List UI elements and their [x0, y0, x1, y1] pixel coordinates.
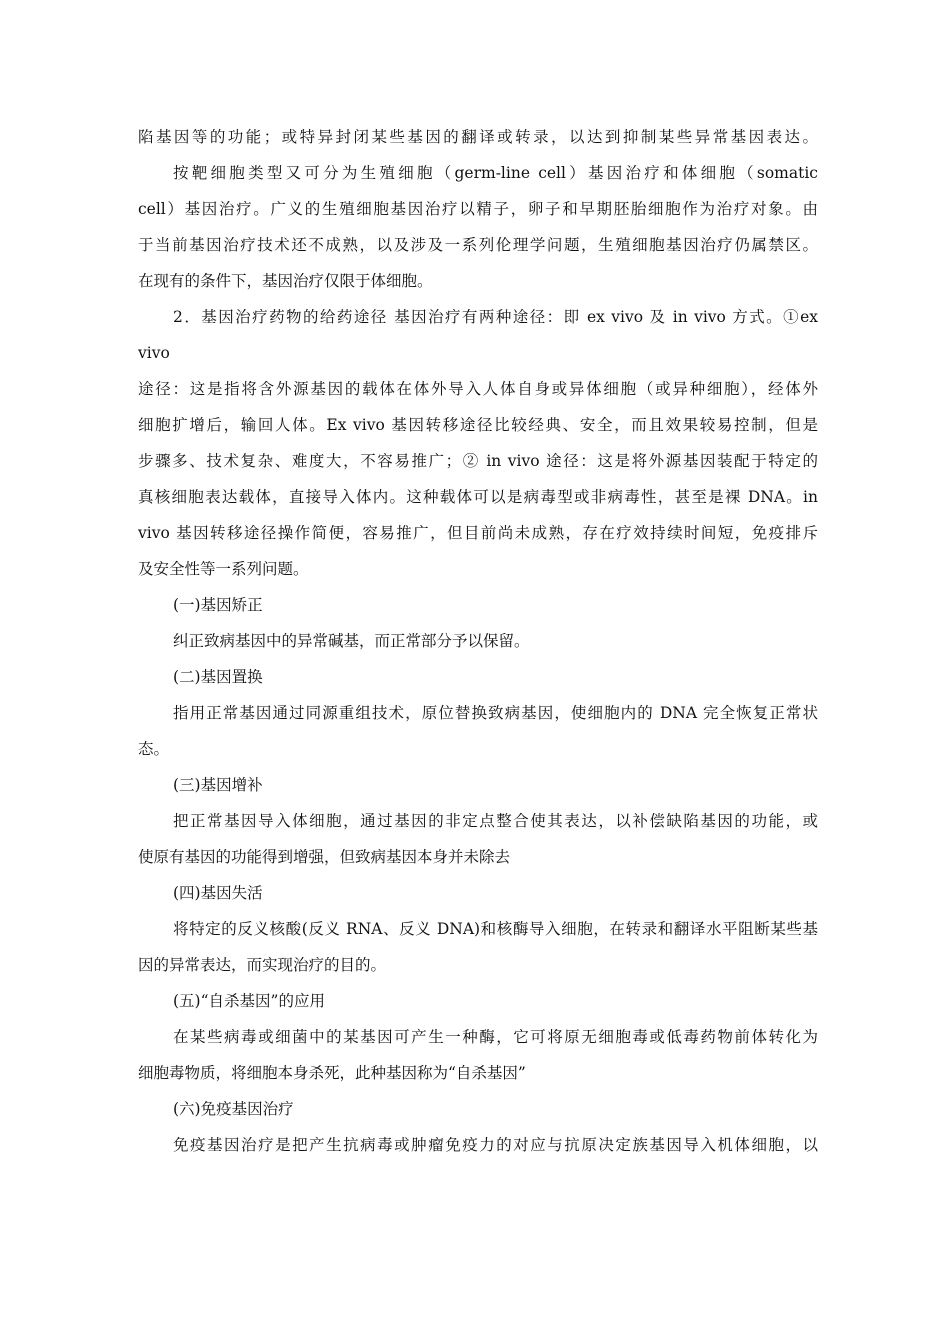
- paragraph-line: 2．基因治疗药物的给药途径 基因治疗有两种途径：即 ex vivo 及 in vivo 方式。①ex: [173, 308, 818, 326]
- paragraph-line: 于当前基因治疗技术还不成熟，以及涉及一系列伦理学问题，生殖细胞基因治疗仍属禁区。: [138, 236, 818, 254]
- paragraph-line: 细胞扩增后，输回人体。Ex vivo 基因转移途径比较经典、安全，而且效果较易控制，但是: [138, 416, 818, 434]
- paragraph-line: 途径：这是指将含外源基因的载体在体外导入人体自身或异体细胞（或异种细胞），经体外: [138, 380, 818, 398]
- section-heading: (六)免疫基因治疗: [173, 1100, 294, 1118]
- paragraph-line: 因的异常表达，而实现治疗的目的。: [138, 956, 387, 974]
- paragraph-line: 将特定的反义核酸(反义 RNA、反义 DNA)和核酶导入细胞，在转录和翻译水平阻断某些基: [173, 920, 818, 938]
- section-heading: (二)基因置换: [173, 668, 263, 686]
- section-heading: (一)基因矫正: [173, 596, 263, 614]
- paragraph-line: 在某些病毒或细菌中的某基因可产生一种酶，它可将原无细胞毒或低毒药物前体转化为: [173, 1028, 818, 1046]
- paragraph-line: 免疫基因治疗是把产生抗病毒或肿瘤免疫力的对应与抗原决定族基因导入机体细胞，以: [173, 1136, 818, 1154]
- paragraph-line: 陷基因等的功能；或特异封闭某些基因的翻译或转录，以达到抑制某些异常基因表达。: [138, 128, 818, 146]
- paragraph-line: vivo 基因转移途径操作简便，容易推广，但目前尚未成熟，存在疗效持续时间短，免疫排斥: [138, 524, 818, 542]
- paragraph-line: vivo: [138, 344, 170, 362]
- paragraph-line: 细胞毒物质，将细胞本身杀死，此种基因称为“自杀基因”: [138, 1064, 526, 1082]
- paragraph-line: 按靶细胞类型又可分为生殖细胞（germ-line cell）基因治疗和体细胞（somatic: [173, 164, 818, 182]
- paragraph-line: 纠正致病基因中的异常碱基，而正常部分予以保留。: [173, 632, 530, 650]
- paragraph-line: 真核细胞表达载体，直接导入体内。这种载体可以是病毒型或非病毒性，甚至是裸 DNA。in: [138, 488, 818, 506]
- paragraph-line: cell）基因治疗。广义的生殖细胞基因治疗以精子，卵子和早期胚胎细胞作为治疗对象。由: [138, 200, 818, 218]
- section-heading: (五)“自杀基因”的应用: [173, 992, 325, 1010]
- section-heading: (三)基因增补: [173, 776, 263, 794]
- paragraph-line: 使原有基因的功能得到增强，但致病基因本身并未除去: [138, 848, 511, 866]
- paragraph-line: 指用正常基因通过同源重组技术，原位替换致病基因，使细胞内的 DNA 完全恢复正常状: [173, 704, 818, 722]
- paragraph-line: 态。: [138, 740, 170, 758]
- paragraph-line: 在现有的条件下，基因治疗仅限于体细胞。: [138, 272, 433, 290]
- paragraph-line: 及安全性等一系列问题。: [138, 560, 309, 578]
- paragraph-line: 把正常基因导入体细胞，通过基因的非定点整合使其表达，以补偿缺陷基因的功能，或: [173, 812, 818, 830]
- section-heading: (四)基因失活: [173, 884, 263, 902]
- paragraph-line: 步骤多、技术复杂、难度大，不容易推广；② in vivo 途径：这是将外源基因装配于特定的: [138, 452, 818, 470]
